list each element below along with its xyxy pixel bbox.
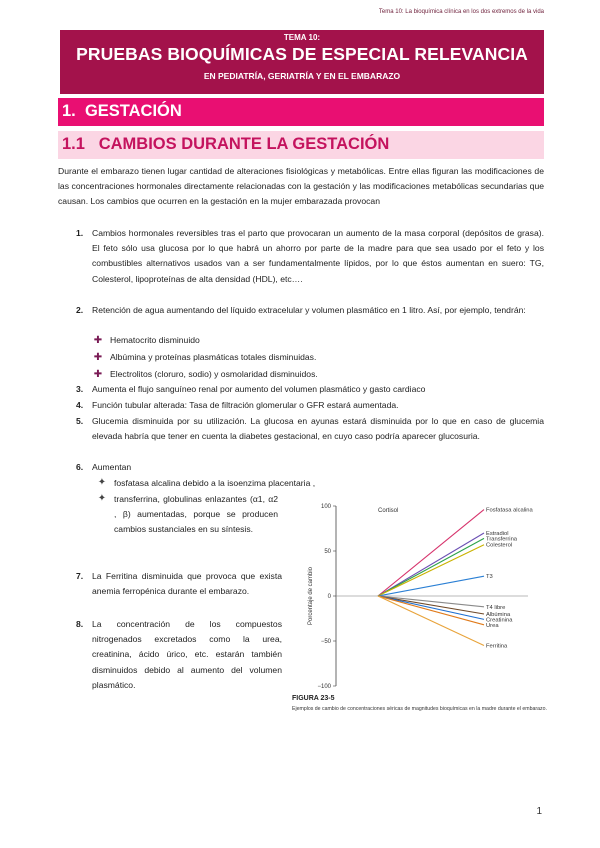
bullet-text: transferrina, globulinas enlazantes (α1, α2 , β) aumentadas, porque se producen cambios sustanciales en su síntesis. — [114, 494, 278, 535]
title-banner — [60, 30, 544, 94]
list-number: 6. — [76, 462, 84, 472]
subsection-title: CAMBIOS DURANTE LA GESTACIÓN — [98, 135, 390, 153]
bullet-text: fosfatasa alcalina debido a la isoenzima placentaria , — [114, 478, 316, 488]
intro-paragraph: Durante el embarazo tienen lugar cantidad de alteraciones fisiológicas y metabólicas. Entre ellas figuran las modificaciones de las concentraciones hormonales directamente relacionadas con la gestación y las modificaciones metabólicas secundarias que causan. Los cambios que ocurren en la gestación en la mujer embarazada provocan — [58, 166, 544, 207]
series-label: Transferrina — [486, 536, 518, 543]
series-label: Albúmina — [486, 612, 511, 618]
page-subtitle: EN PEDIATRÍA, GERIATRÍA Y EN EL EMBARAZO — [203, 71, 401, 81]
y-tick-label: −50 — [320, 639, 331, 645]
series-label: Urea — [486, 622, 499, 629]
list-text: Retención de agua aumentando del líquido extracelular y volumen plasmático en 1 litro. Así, por ejemplo, tendrán: — [92, 305, 526, 315]
series-label: Creatinina — [486, 617, 513, 624]
list-number: 1. — [76, 228, 84, 238]
list-number: 4. — [76, 400, 84, 410]
arrow-bullet-icon: ✚ — [93, 369, 103, 380]
figure-caption: Ejemplos de cambio de concentraciones séricas de magnitudes bioquímicas en la madre durante el embarazo. — [292, 706, 547, 712]
series-line — [378, 538, 484, 596]
series-label: T3 — [486, 574, 493, 581]
series-line — [378, 596, 484, 619]
list-text: Aumentan — [92, 462, 132, 472]
list-text: La Ferritina disminuida que provoca que exista anemia ferropénica durante el embarazo. — [92, 571, 282, 597]
section-title: GESTACIÓN — [84, 102, 182, 120]
bullet-text: Hematocrito disminuido — [110, 335, 200, 345]
list-text: Aumenta el flujo sanguíneo renal por aumento del volumen plasmático y gasto cardiaco — [92, 384, 426, 394]
arrow-bullet-icon: ✚ — [93, 352, 103, 363]
y-tick-label: 0 — [327, 594, 331, 600]
list-text: La concentración de los compuestos nitrogenados excretados como la urea, creatinina, ácido úrico, etc. estarán también disminuidos debido al aumento del volumen plasmático. — [92, 619, 282, 690]
list-text: Cambios hormonales reversibles tras el parto que provocaran un aumento de la masa corporal (depósitos de grasa). El feto sólo usa glucosa por lo que habrá un ahorro por parte de la madre para que sea usado por el feto y los combustibles alternativos usados van a ser fundamentalmente lípidos, por lo que éstos aumentan en suero: TG, Colesterol, lipoproteínas de alta densidad (HDL), etc…. — [92, 228, 544, 284]
subsection-heading — [58, 131, 544, 159]
figure-title: FIGURA 23-5 — [292, 695, 335, 702]
list-text: Glucemia disminuida por su utilización. La glucosa en ayunas estará disminuida por lo que en caso de glucemia elevada habría que tener en cuenta la diabetes gestacional, en cuyo caso podría aparecer glucosuria. — [92, 416, 544, 442]
list-number: 7. — [76, 571, 84, 581]
running-head: Tema 10: La bioquímica clínica en los dos extremos de la vida — [378, 9, 544, 15]
arrow-bullet-icon: ✚ — [93, 335, 103, 346]
page-number: 1 — [536, 806, 542, 817]
figure-chart — [288, 488, 552, 722]
list-number: 5. — [76, 416, 84, 426]
subsection-number: 1.1 — [62, 135, 85, 153]
series-label: Fosfatasa alcalina — [486, 507, 533, 514]
list-number: 2. — [76, 305, 84, 315]
bullet-text: Albúmina y proteínas plasmáticas totales disminuidas. — [110, 352, 317, 362]
series-label: Colesterol — [486, 542, 513, 549]
page-title: PRUEBAS BIOQUÍMICAS DE ESPECIAL RELEVANCIA — [76, 44, 528, 64]
star-bullet-icon: ✦ — [97, 477, 107, 488]
series-label: T4 libre — [486, 604, 506, 611]
topic-number: TEMA 10: — [283, 33, 321, 42]
y-axis-label: Porcentaje de cambio — [308, 566, 314, 626]
list-number: 8. — [76, 619, 84, 629]
list-number: 3. — [76, 384, 84, 394]
star-bullet-icon: ✦ — [97, 493, 107, 504]
series-label: Cortisol — [378, 508, 399, 514]
y-tick-label: −100 — [317, 684, 331, 690]
bullet-text: Electrolitos (cloruro, sodio) y osmolaridad disminuidos. — [110, 369, 318, 379]
series-label: Ferritina — [486, 643, 508, 650]
line-chart — [288, 488, 552, 722]
list-text: Función tubular alterada: Tasa de filtración glomerular o GFR estará aumentada. — [92, 400, 399, 410]
y-tick-label: 100 — [320, 504, 331, 510]
section-number: 1. — [62, 102, 76, 120]
series-label: Estradiol — [486, 531, 509, 537]
section-heading — [58, 98, 544, 126]
y-tick-label: 50 — [324, 549, 331, 555]
